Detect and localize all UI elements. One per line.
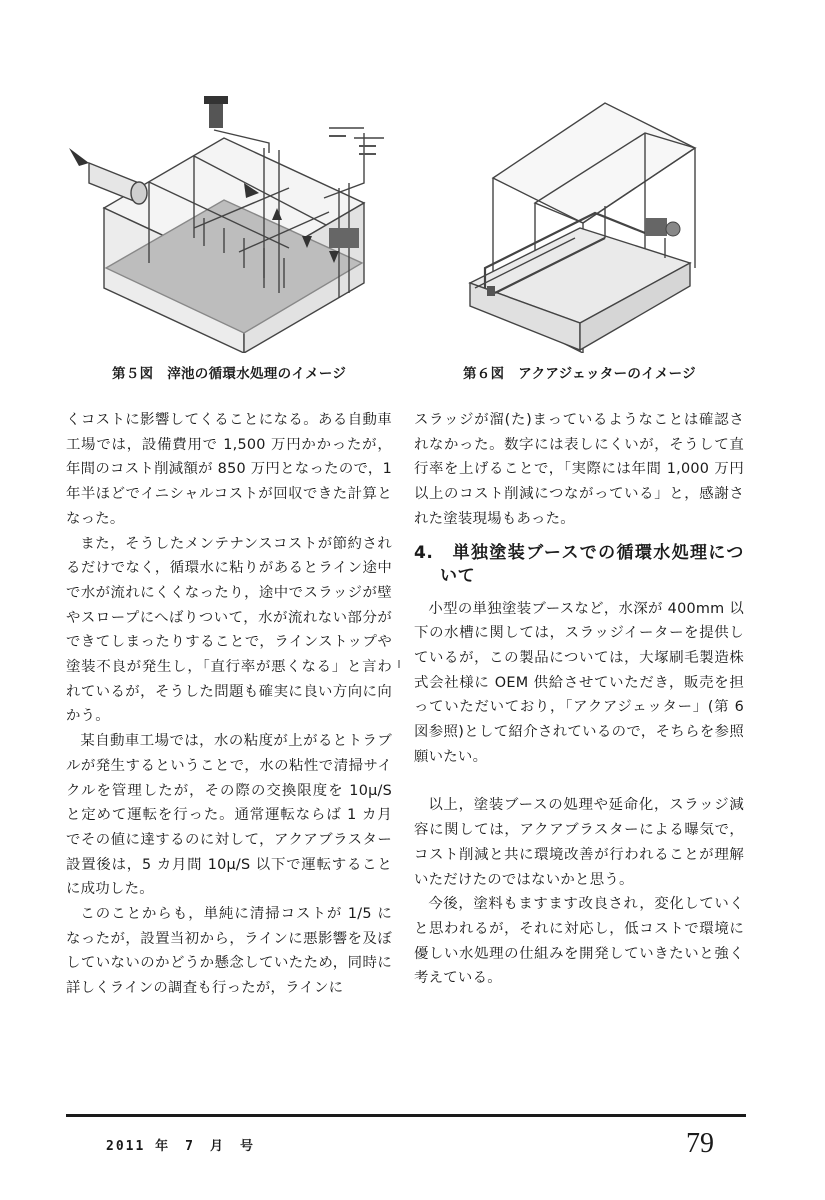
right-text-column [414,408,744,991]
footer-rule [66,1114,746,1117]
figure-5-caption: 第５図 滓池の循環水処理のイメージ [112,366,347,382]
paragraph: 某自動車工場では，水の粘度が上がるとトラブルが発生するということで，水の粘性で清掃サイクルを管理したが，その際の交換限度を 10μ/S と定めて運転を行った。通常運転ならば 1 カ月でその値に達するのに対して，アクアブラスター設置後は，5 カ月間 10μ/S 以下で運転することに成功した。 [66,733,392,898]
page-number: 79 [686,1128,714,1159]
margin-mark [398,660,400,668]
section-heading: 4. 単独塗装ブースでの循環水処理について [414,542,744,586]
figure-6-caption: 第６図 アクアジェッターのイメージ [463,366,696,382]
figure-5-illustration [64,88,394,353]
paragraph: くコストに影響してくることになる。ある自動車工場では，設備費用で 1,500 万円かかったが，年間のコスト削減額が 850 万円となったので，1 年半ほどでイニシャルコストが回収できた計算となった。 [66,412,392,527]
paragraph: 小型の単独塗装ブースなど，水深が 400mm 以下の水槽に関しては，スラッジイーターを提供しているが，この製品については，大塚刷毛製造株式会社様に OEM 供給させていただき，販売を担っていただいており，「アクアジェッター」(第 6 図参照)として紹介されているので，そちらを参照願いたい。 [414,600,744,765]
paragraph: スラッジが溜(た)まっているようなことは確認されなかった。数字には表しにくいが，そうして直行率を上げることで，「実際には年間 1,000 万円以上のコスト削減につながっている」と，感謝された塗装現場もあった。 [414,412,744,527]
issue-label: 2011 年 7 月 号 [106,1139,255,1154]
paragraph: 以上，塗装ブースの処理や延命化，スラッジ減容に関しては，アクアブラスターによる曝気で，コスト削減と共に環境改善が行われることが理解いただけたのではないかと思う。 [414,797,744,888]
aqua-jetter-diagram [455,88,735,353]
paragraph: また，そうしたメンテナンスコストが節約されるだけでなく，循環水に粘りがあるとライン途中で水が流れにくくなったり，途中でスラッジが壁やスロープにへばりついて，水が流れない部分ができてしまったりすることで，ラインストップや塗装不良が発生し，「直行率が悪くなる」と言われているが，そうした問題も確実に良い方向に向かう。 [66,535,392,725]
paragraph: このことからも，単純に清掃コストが 1/5 になったが，設置当初から，ラインに悪影響を及ぼしていないのかどうか懸念していたため，同時に詳しくラインの調査も行ったが，ラインに [66,906,392,997]
left-text-column [66,408,392,1001]
settling-pond-diagram [64,88,394,353]
paragraph-gap [414,769,744,793]
paragraph: 今後，塗料もますます改良され，変化していくと思われるが，それに対応し，低コストで環境に優しい水処理の仕組みを開発していきたいと強く考えている。 [414,896,744,987]
figure-6-illustration [455,88,735,353]
